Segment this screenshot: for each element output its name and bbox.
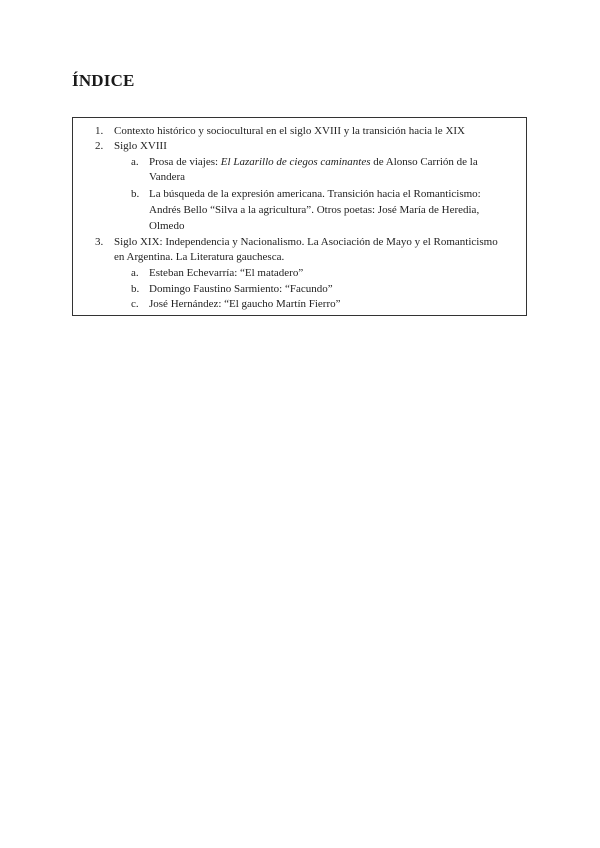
toc-item-1-title[interactable]: Contexto histórico y sociocultural en el siglo XVIII y la transición hacia le XIX: [114, 125, 465, 137]
toc-item-2a-title-cont[interactable]: Vandera: [149, 171, 186, 183]
toc-item-3-title-cont[interactable]: en Argentina. La Literatura gauchesca.: [114, 251, 285, 263]
toc-item-1-number: 1.: [95, 125, 104, 137]
toc-item-2b-title-cont[interactable]: Andrés Bello “Silva a la agricultura”. Otros poetas: José María de Heredia,: [149, 204, 480, 216]
toc-item-3-number: 3.: [95, 236, 104, 248]
table-of-contents: [72, 117, 527, 316]
toc-item-2-title[interactable]: Siglo XVIII: [114, 140, 167, 152]
toc-item-2b-title[interactable]: La búsqueda de la expresión americana. Transición hacia el Romanticismo:: [149, 188, 481, 200]
toc-item-3c-title[interactable]: José Hernández: “El gaucho Martín Fierro”: [149, 298, 341, 310]
toc-item-3b-title[interactable]: Domingo Faustino Sarmiento: “Facundo”: [149, 283, 333, 295]
toc-item-3c-letter: c.: [131, 298, 139, 310]
toc-item-2a-letter: a.: [131, 156, 139, 168]
toc-item-2a-book-title: El Lazarillo de ciegos caminantes: [220, 156, 371, 168]
toc-item-2b-letter: b.: [131, 188, 140, 200]
page-title: ÍNDICE: [72, 71, 135, 90]
toc-item-2a-title[interactable]: [149, 154, 478, 170]
toc-item-2a-suffix: de Alonso Carrión de la: [370, 156, 478, 168]
toc-item-2a-prefix: Prosa de viajes:: [149, 156, 221, 168]
toc-item-3a-letter: a.: [131, 267, 139, 279]
toc-item-2-number: 2.: [95, 140, 104, 152]
toc-item-3a-title[interactable]: Esteban Echevarría: “El matadero”: [149, 267, 304, 279]
toc-item-3-title[interactable]: Siglo XIX: Independencia y Nacionalismo. La Asociación de Mayo y el Romanticismo: [114, 236, 498, 248]
toc-item-3b-letter: b.: [131, 283, 140, 295]
toc-item-2b-title-cont-2[interactable]: Olmedo: [149, 220, 185, 232]
